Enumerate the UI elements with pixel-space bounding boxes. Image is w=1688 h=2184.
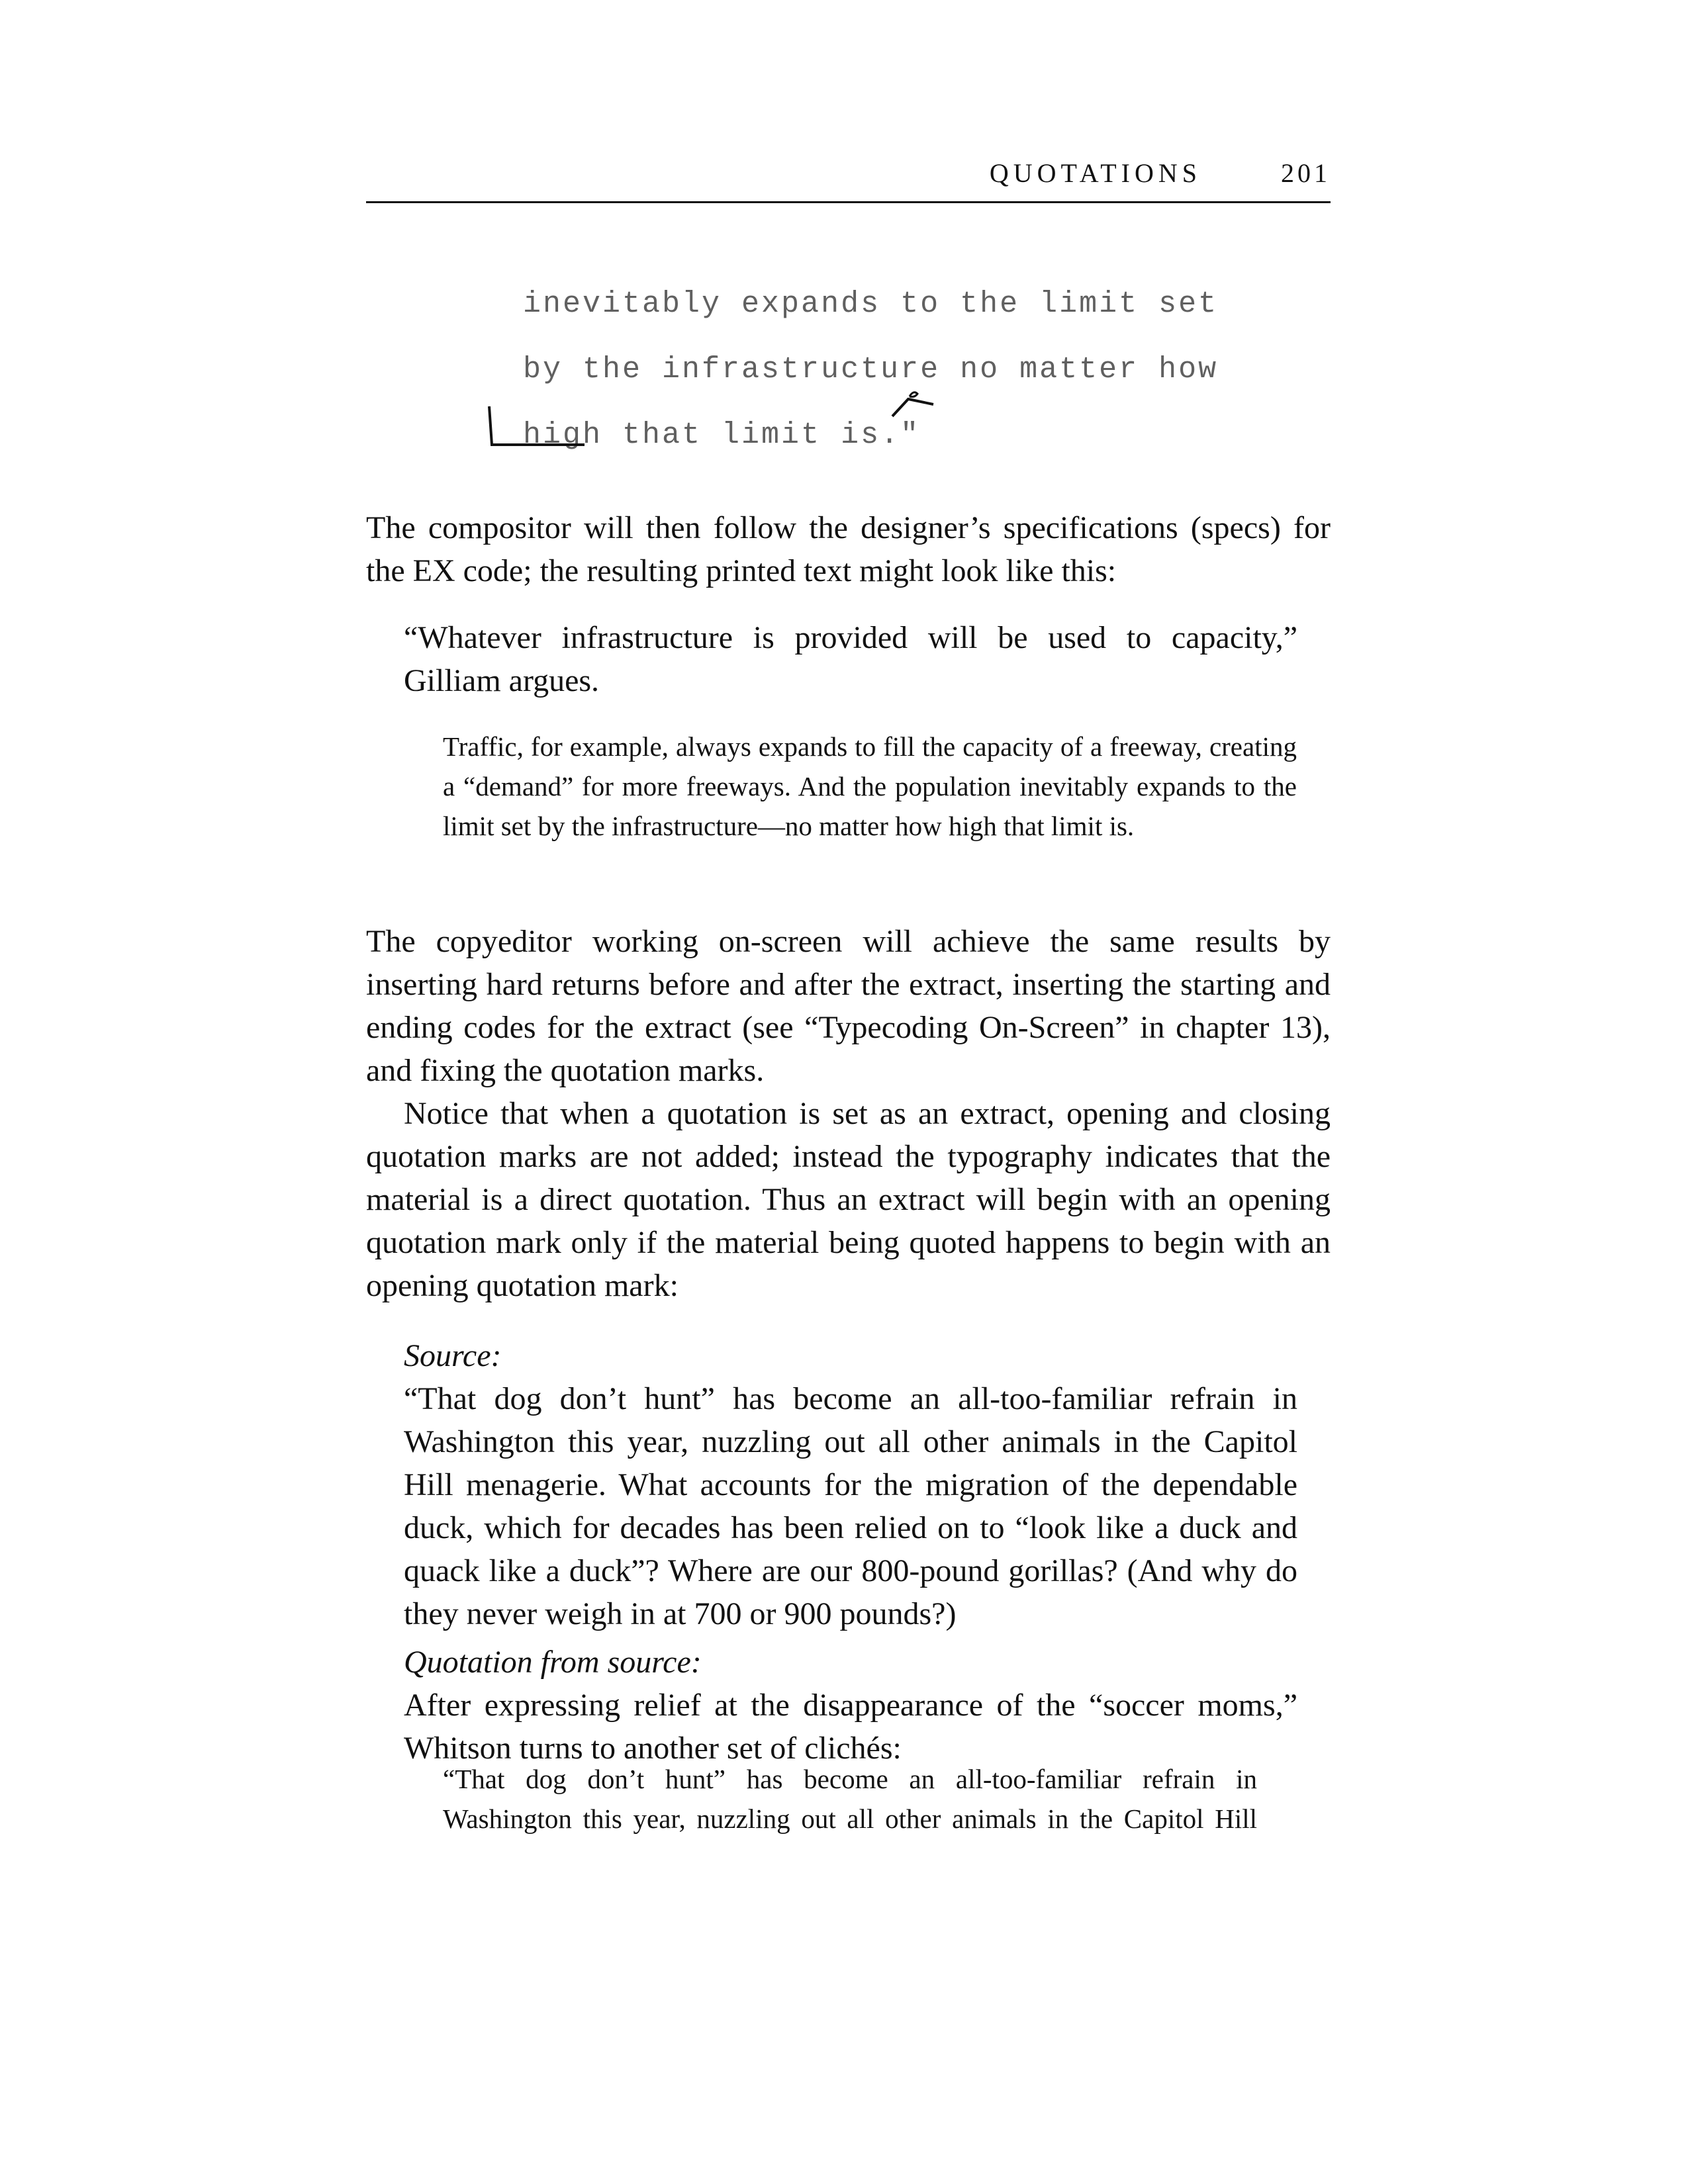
running-head-title: QUOTATIONS: [989, 158, 1201, 188]
quotation-label: Quotation from source:: [404, 1645, 702, 1680]
typescript-line: by the infrastructure no matter how: [523, 353, 1219, 387]
example-extract: Traffic, for example, always expands to fill the capacity of a freeway, creating a “demand” for more freeways. And the population inevitably expands to the limit set by the infrastructure—no matter how high that limit is.: [443, 731, 1297, 841]
closing-quote-proof-mark: [890, 387, 936, 420]
typescript-line: inevitably expands to the limit set: [523, 287, 1219, 321]
source-text: “That dog don’t hunt” has become an all-too-familiar refrain in Washington this year, nuzzling out all other animals in the Capitol Hill menagerie. What accounts for the migration of the dependable duck, which for decades has been relied on to “look like a duck and quack like a duck”? Where are our 800-pound gorillas? (And why do they never weigh in at 700 or 900 pounds?): [404, 1381, 1297, 1631]
source-label: Source:: [404, 1338, 502, 1373]
body-paragraph: The copyeditor working on-screen will achieve the same results by inserting hard returns before and after the extract, inserting the starting and ending codes for the extract (see “Typecoding On-Screen” in chapter 13), and fixing the quotation marks.: [366, 924, 1331, 1088]
example-source-and-quotation: [404, 1334, 1297, 1770]
body-paragraph: The compositor will then follow the designer’s specifications (specs) for the EX code; the resulting printed text might look like this:: [366, 510, 1331, 588]
typescript-line: high that limit is.": [523, 418, 921, 452]
example-lead-in: “Whatever infrastructure is provided will be used to capacity,” Gilliam argues.: [404, 620, 1297, 698]
page-number: 201: [1281, 158, 1331, 188]
header-rule: [366, 201, 1331, 203]
extract-end-bracket-mark: [485, 404, 591, 450]
quotation-text: After expressing relief at the disappearance of the “soccer moms,” Whitson turns to another set of clichés:: [404, 1688, 1297, 1766]
body-paragraph: Notice that when a quotation is set as an extract, opening and closing quotation marks are not added; instead the typography indicates that the material is a direct quotation. Thus an extract will begin with an opening quotation mark only if the material being quoted happens to begin with an opening quotation mark:: [366, 1096, 1331, 1303]
running-head: [366, 158, 1331, 204]
body-paragraphs: [366, 920, 1331, 1307]
typescript-fragment: [523, 271, 1251, 468]
example-extract: “That dog don’t hunt” has become an all-too-familiar refrain in Washington this year, nuzzling out all other animals in the Capitol Hill: [443, 1764, 1257, 1834]
